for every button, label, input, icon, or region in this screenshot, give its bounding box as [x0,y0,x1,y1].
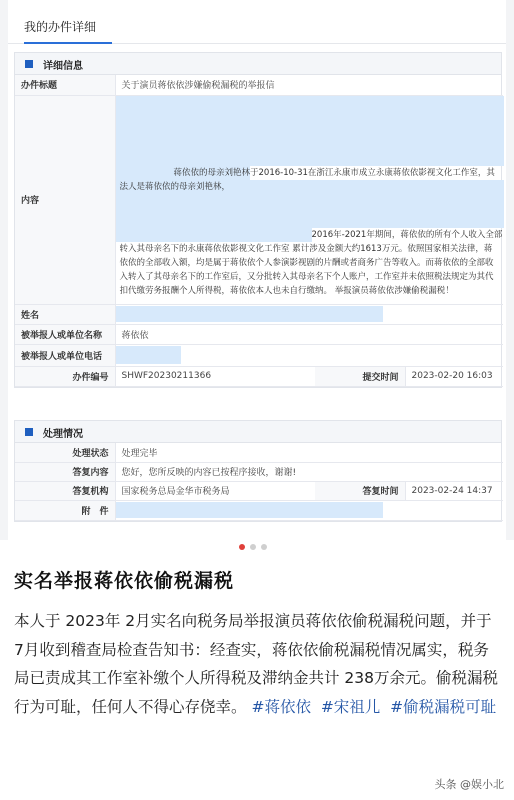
detail-panel-title: 详细信息 [43,61,83,72]
reply-time-value: 2023-02-24 14:37 [405,481,503,500]
content-line: 2016年-2021年期间，蒋依依的所有个人收入全部 [311,229,503,240]
page-header [8,8,506,44]
redacted-block [116,228,312,242]
content-line: 依依的全部收入额，均是属于蒋依依个人参演影视剧的片酬或者商务广告等收入。而蒋依依的全部收 [119,257,494,268]
reported-label: 被举报人或单位名称 [15,324,115,344]
title-underline [24,42,112,44]
process-panel [14,420,502,522]
redacted-block [250,180,504,194]
content-cell [115,95,503,304]
subject-label: 办件标题 [15,75,115,95]
detail-panel [14,52,502,388]
content-line: 扣代缴劳务报酬个人所得税，蒋依依本人也未自行缴纳。 举报演员蒋依依涉嫌偷税漏税！ [119,285,454,296]
redacted-block [116,502,384,518]
case-number-label: 办件编号 [15,366,115,386]
process-panel-header [15,421,501,443]
redacted-block [116,306,384,322]
attachment-value [115,500,503,520]
process-panel-title: 处理情况 [43,429,83,440]
content-line: 蒋依依的母亲刘艳林于2016-10-31在浙江永康市成立永康蒋依依影视文化工作室，其 [173,167,495,178]
submit-time-label: 提交时间 [315,366,405,386]
article [14,566,504,721]
name-value [115,304,503,324]
content-body [116,96,504,304]
subject-value: 关于演员蒋依依涉嫌偷税漏税的举报信 [115,75,503,95]
section-marker-icon [25,60,33,68]
reply-org-label: 答复机构 [15,481,115,500]
hashtag-link[interactable]: #宋祖儿 [320,697,381,716]
content-line: 法人是蒋依依的母亲刘艳林， [119,181,231,192]
reported-phone-label: 被举报人或单位电话 [15,344,115,366]
process-table [15,443,503,521]
detail-panel-header [15,53,501,75]
hashtag-link[interactable]: #蒋依依 [251,697,311,716]
watermark: 头条 @娱小北 [434,778,504,791]
reply-value: 您好，您所反映的内容已按程序接收，谢谢! [115,462,503,481]
content-line: 入转入了其母亲名下的工作室后，又分批转入其母亲名下个人账户，工作室并未依照税法规定为其代 [119,271,494,282]
carousel-indicator[interactable] [239,544,279,550]
article-text: 本人于 2023年 2月实名向税务局举报演员蒋依依偷税漏税问题，并于7月收到稽查局检查告知书：经查实，蒋依依偷税漏税情况属实，税务局已责成其工作室补缴个人所得税及滞纳金共计 238万余元。偷税漏税行为可耻，任何人不得心存侥幸。 [14,612,499,716]
table-row [15,481,503,500]
table-row [15,462,503,481]
submit-time-value: 2023-02-20 16:03 [405,366,503,386]
reply-label: 答复内容 [15,462,115,481]
reply-time-label: 答复时间 [315,481,405,500]
content-label: 内容 [15,95,115,304]
page-title: 我的办件详细 [24,20,97,34]
article-title: 实名举报蒋依依偷税漏税 [14,570,235,592]
table-row [15,443,503,462]
reported-value: 蒋依依 [115,324,503,344]
table-row [15,95,503,304]
table-row [15,75,503,95]
redacted-block [116,96,504,166]
carousel-dot-active[interactable] [239,544,245,550]
carousel-dot[interactable] [261,544,267,550]
table-row [15,366,503,386]
table-row [15,304,503,324]
detail-table [15,75,503,387]
status-value: 处理完毕 [115,443,503,462]
name-label: 姓名 [15,304,115,324]
carousel-dot[interactable] [250,544,256,550]
hashtag-link[interactable]: #偷税漏税可耻 [390,697,497,716]
reported-phone-value [115,344,503,366]
table-row [15,324,503,344]
redacted-block [116,346,182,364]
case-detail-page [8,0,506,540]
article-body [14,607,498,721]
section-marker-icon [25,428,33,436]
attachment-label: 附 件 [15,500,115,520]
content-line: 转入其母亲名下的永康蒋依依影视文化工作室 累计涉及金额大约1613万元。依照国家相关法律，蒋 [119,243,493,254]
table-row [15,344,503,366]
case-number-value: SHWF20230211366 [115,366,315,386]
table-row [15,500,503,520]
status-label: 处理状态 [15,443,115,462]
redacted-block [116,194,504,228]
reply-org-value: 国家税务总局金华市税务局 [115,481,315,500]
